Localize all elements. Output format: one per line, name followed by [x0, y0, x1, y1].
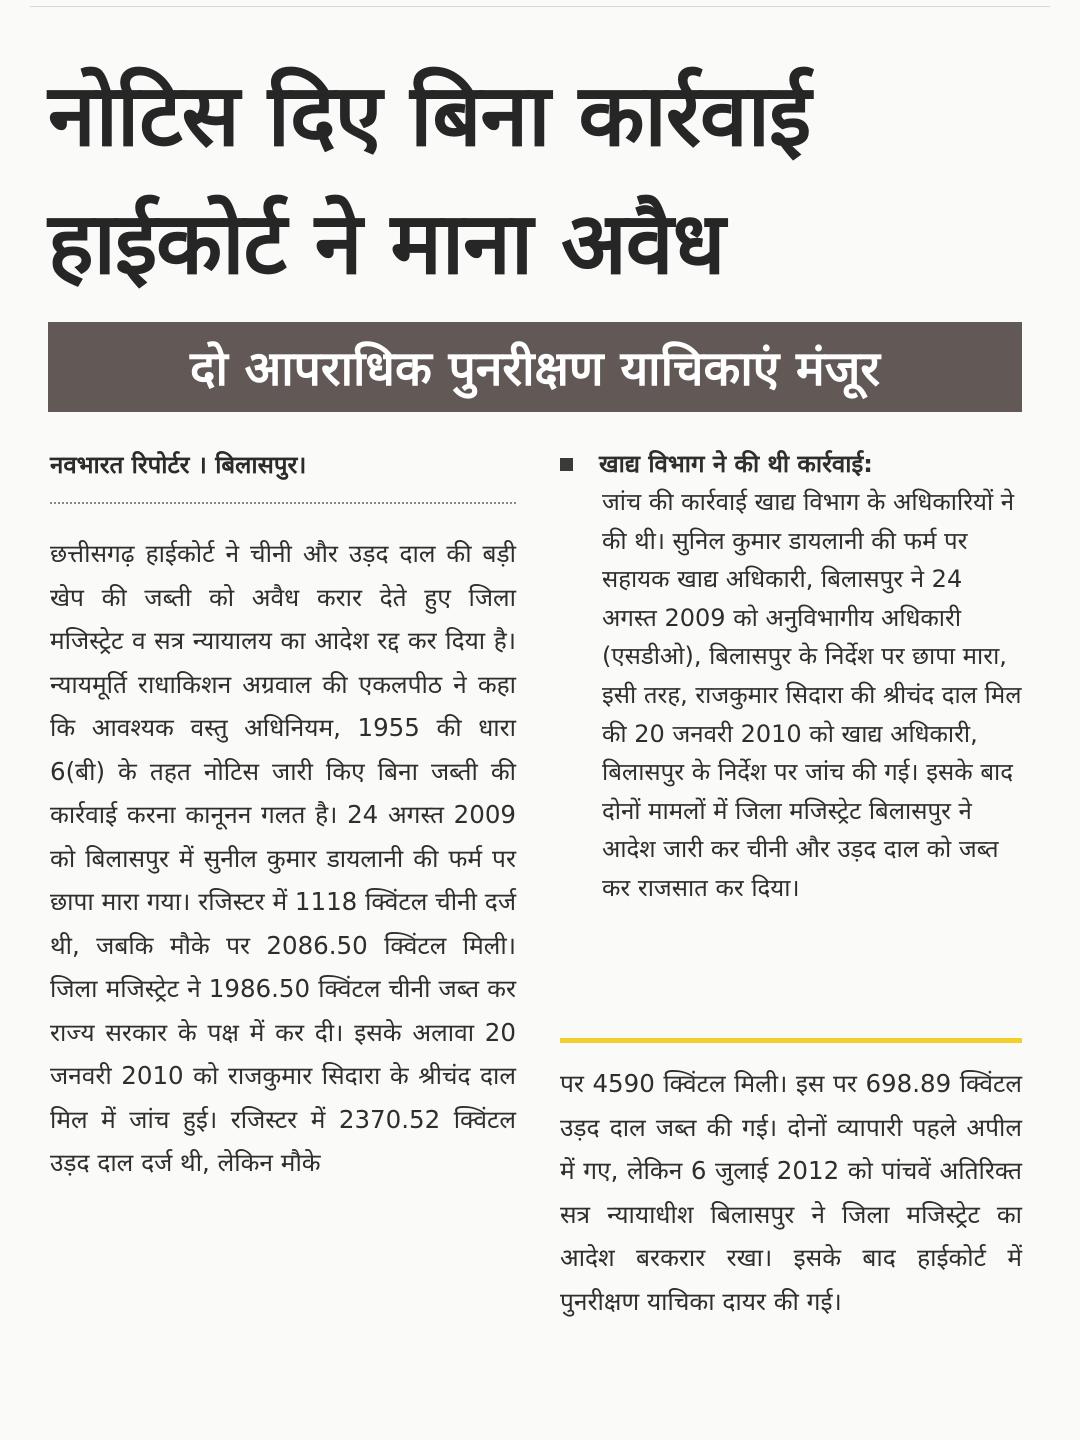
sidebar-heading: खाद्य विभाग ने की थी कार्रवाई: — [599, 450, 873, 478]
article-column-right — [560, 1062, 1022, 1323]
article-left-text: छत्तीसगढ़ हाईकोर्ट ने चीनी और उड़द दाल की बड़ी खेप की जब्ती को अवैध करार देते हुए जिला मजिस्ट्रेट व सत्र न्यायालय का आदेश रद्द कर दिया है। न्यायमूर्ति राधाकिशन अग्रवाल की एकलपीठ ने कहा कि आवश्यक वस्तु अधिनियम, 1955 की धारा 6(बी) के तहत नोटिस जारी किए बिना जब्ती की कार्रवाई करना कानूनन गलत है। 24 अगस्त 2009 को बिलासपुर में सुनील कुमार डायलानी की फर्म पर छापा मारा गया। रजिस्टर में 1118 क्विंटल चीनी दर्ज थी, जबकि मौके पर 2086.50 क्विंटल मिली। जिला मजिस्ट्रेट ने 1986.50 क्विंटल चीनी जब्त कर राज्य सरकार के पक्ष में कर दी। इसके अलावा 20 जनवरी 2010 को राजकुमार सिदारा के श्रीचंद दाल मिल में जांच हुई। रजिस्टर में 2370.52 क्विंटल उड़द दाल दर्ज थी, लेकिन मौके — [50, 539, 516, 1177]
subheadline-banner — [48, 322, 1022, 412]
sidebar-body: जांच की कार्रवाई खाद्य विभाग के अधिकारियों ने की थी। सुनिल कुमार डायलानी की फर्म पर सहायक खाद्य अधिकारी, बिलासपुर ने 24 अगस्त 2009 को अनुविभागीय अधिकारी (एसडीओ), बिलासपुर के निर्देश पर छापा मारा, इसी तरह, राजकुमार सिदारा की श्रीचंद दाल मिल की 20 जनवरी 2010 को खाद्य अधिकारी, बिलासपुर के निर्देश पर जांच की गई। इसके बाद दोनों मामलों में जिला मजिस्ट्रेट बिलासपुर ने आदेश जारी कर चीनी और उड़द दाल को जब्त कर राजसात कर दिया। — [602, 488, 1022, 902]
accent-divider — [560, 1038, 1022, 1043]
sidebar-box — [560, 445, 1022, 908]
subheadline-text: दो आपराधिक पुनरीक्षण याचिकाएं मंजूर — [189, 340, 881, 397]
headline-line-2: हाईकोर्ट ने माना अवैध — [48, 194, 725, 294]
byline-divider — [50, 502, 516, 504]
article-column-left — [50, 532, 516, 1185]
byline: नवभारत रिपोर्टर । बिलासपुर। — [50, 451, 307, 479]
article-right-text: पर 4590 क्विंटल मिली। इस पर 698.89 क्विंटल उड़द दाल जब्त की गई। दोनों व्यापारी पहले अपील में गए, लेकिन 6 जुलाई 2012 को पांचवें अतिरिक्त सत्र न्यायाधीश बिलासपुर ने जिला मजिस्ट्रेट का आदेश बरकरार रखा। इसके बाद हाईकोर्ट में पुनरीक्षण याचिका दायर की गई। — [560, 1069, 1022, 1316]
sidebar-heading-row — [560, 445, 1022, 483]
square-bullet-icon — [560, 458, 573, 471]
headline-line-1: नोटिस दिए बिना कार्रवाई — [48, 66, 811, 166]
top-border — [30, 6, 1050, 7]
